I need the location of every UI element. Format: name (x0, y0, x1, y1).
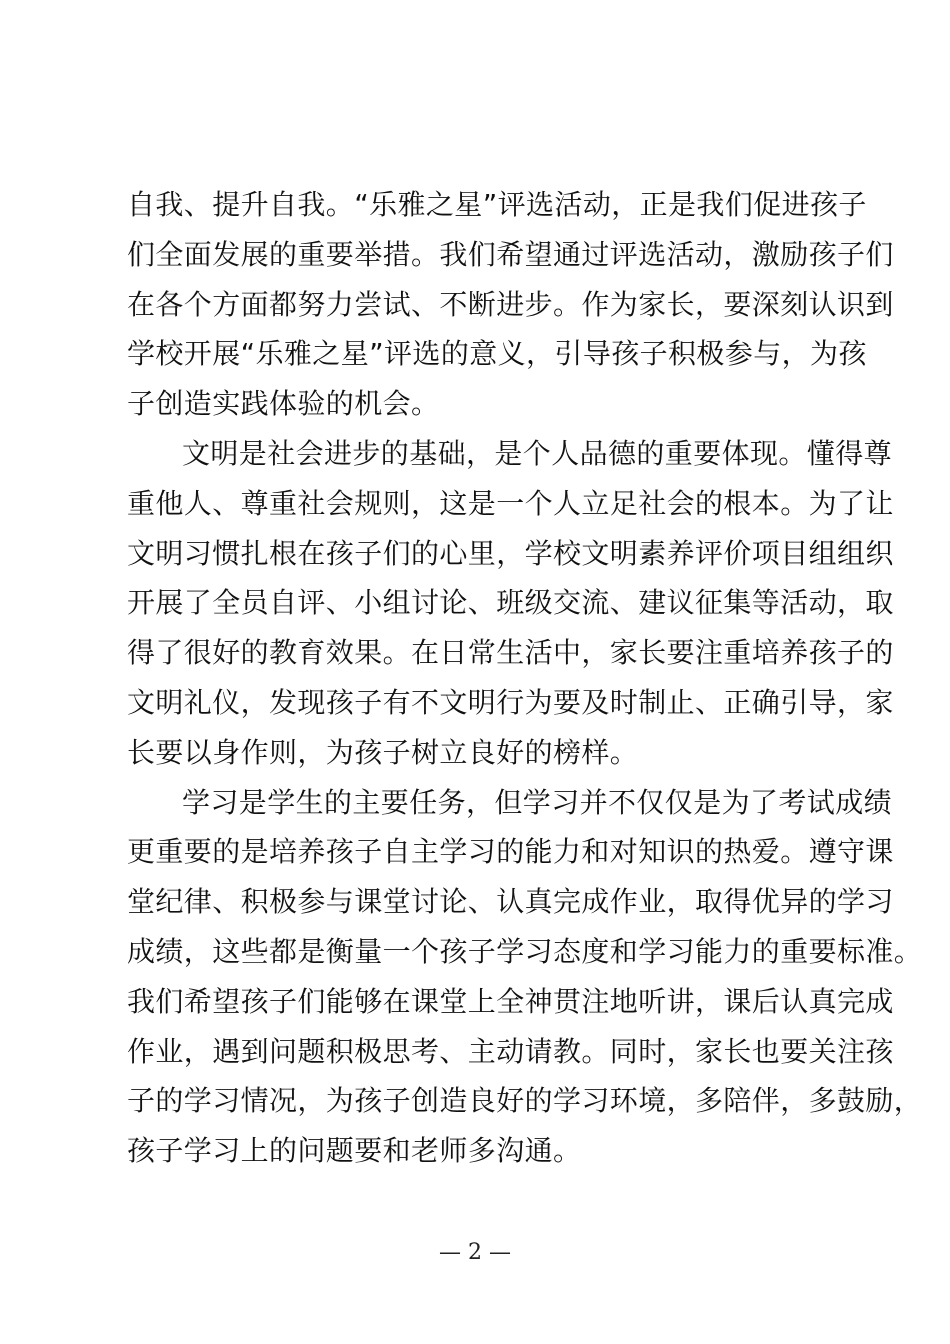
text-line: 们全面发展的重要举措。我们希望通过评选活动，激励孩子们 (127, 237, 894, 271)
text-line: 文明礼仪，发现孩子有不文明行为要及时制止、正确引导，家 (127, 685, 894, 719)
text-line: 重他人、尊重社会规则，这是一个人立足社会的根本。为了让 (127, 486, 894, 520)
text-line: 开展了全员自评、小组讨论、班级交流、建议征集等活动，取 (127, 586, 894, 620)
text-line: 作业，遇到问题积极思考、主动请教。同时，家长也要关注孩 (127, 1034, 894, 1068)
paragraph-1 (127, 180, 894, 429)
text-line: 我们希望孩子们能够在课堂上全神贯注地听讲，课后认真完成 (127, 984, 894, 1018)
text-line: 长要以身作则，为孩子树立良好的榜样。 (127, 735, 639, 769)
text-line: 成绩，这些都是衡量一个孩子学习态度和学习能力的重要标准。 (127, 934, 923, 968)
page-number: — 2 — (439, 1240, 511, 1265)
paragraph-2 (127, 429, 894, 778)
text-line: 自我、提升自我。“乐雅之星”评选活动，正是我们促进孩子 (127, 188, 867, 221)
text-line: 学习是学生的主要任务，但学习并不仅仅是为了考试成绩 (182, 785, 893, 819)
text-line: 文明习惯扎根在孩子们的心里，学校文明素养评价项目组组织 (127, 536, 894, 570)
text-line: 学校开展“乐雅之星”评选的意义，引导孩子积极参与，为孩 (127, 337, 867, 371)
body-text (127, 180, 923, 1176)
paragraph-3 (127, 778, 923, 1176)
text-line: 在各个方面都努力尝试、不断进步。作为家长，要深刻认识到 (127, 287, 894, 321)
text-line: 更重要的是培养孩子自主学习的能力和对知识的热爱。遵守课 (127, 835, 894, 869)
text-line: 孩子学习上的问题要和老师多沟通。 (127, 1134, 582, 1168)
text-line: 得了很好的教育效果。在日常生活中，家长要注重培养孩子的 (127, 636, 894, 670)
text-line: 子的学习情况，为孩子创造良好的学习环境，多陪伴，多鼓励， (127, 1084, 923, 1118)
text-line: 文明是社会进步的基础，是个人品德的重要体现。懂得尊 (182, 436, 893, 470)
text-line: 子创造实践体验的机会。 (127, 387, 440, 421)
text-line: 堂纪律、积极参与课堂讨论、认真完成作业，取得优异的学习 (127, 885, 894, 919)
